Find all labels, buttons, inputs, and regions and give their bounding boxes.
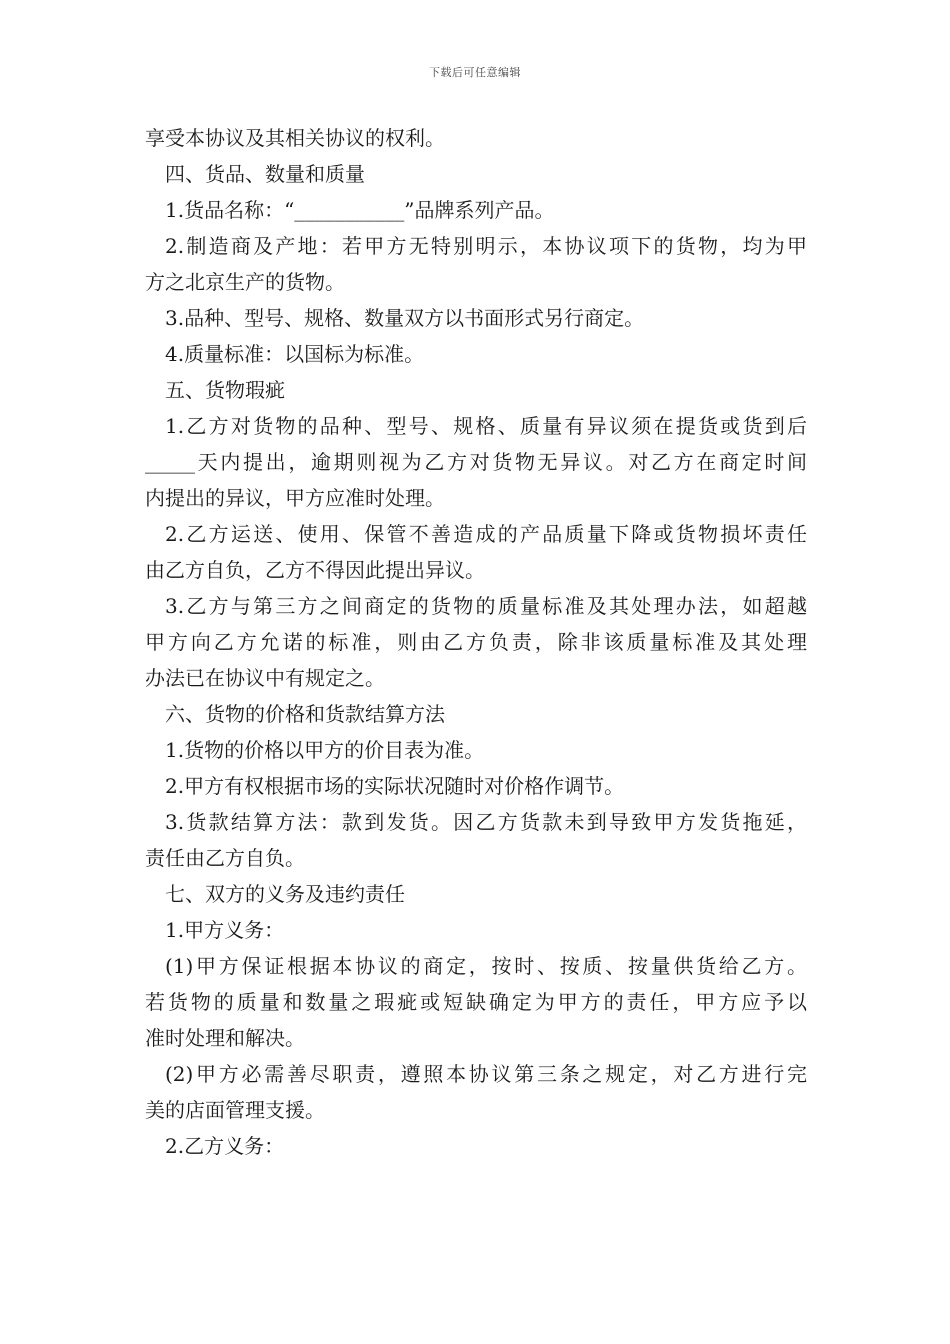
text-line: 若货物的质量和数量之瑕疵或短缺确定为甲方的责任，甲方应予以 <box>145 990 807 1014</box>
text-line: 3.乙方与第三方之间商定的货物的质量标准及其处理办法，如超越 <box>165 594 807 618</box>
text-line: 六、货物的价格和货款结算方法 <box>165 702 445 726</box>
page-header: 下载后可任意编辑 <box>429 66 521 79</box>
text-line: 享受本协议及其相关协议的权利。 <box>145 126 445 150</box>
text-line: 1.乙方对货物的品种、型号、规格、质量有异议须在提货或货到后 <box>165 414 807 438</box>
text-line: 办法已在协议中有规定之。 <box>145 666 385 690</box>
text-line: 4.质量标准：以国标为标准。 <box>165 342 425 366</box>
text-line: 七、双方的义务及违约责任 <box>165 882 405 906</box>
text-line: 3.品种、型号、规格、数量双方以书面形式另行商定。 <box>165 306 645 330</box>
text-line: _____天内提出，逾期则视为乙方对货物无异议。对乙方在商定时间 <box>145 450 807 474</box>
text-line: 由乙方自负，乙方不得因此提出异议。 <box>145 558 485 582</box>
text-line: 内提出的异议，甲方应准时处理。 <box>145 486 445 510</box>
text-line: 2.制造商及产地：若甲方无特别明示，本协议项下的货物，均为甲 <box>165 234 807 258</box>
text-line: 1.货物的价格以甲方的价目表为准。 <box>165 738 485 762</box>
text-line: 美的店面管理支援。 <box>145 1098 325 1122</box>
text-line: 方之北京生产的货物。 <box>145 270 345 294</box>
text-line: 责任由乙方自负。 <box>145 846 305 870</box>
text-line: 五、货物瑕疵 <box>165 378 285 402</box>
text-line: 1.货品名称：“___________”品牌系列产品。 <box>165 198 555 222</box>
text-line: 2.乙方运送、使用、保管不善造成的产品质量下降或货物损坏责任 <box>165 522 807 546</box>
text-line: 2.甲方有权根据市场的实际状况随时对价格作调节。 <box>165 774 625 798</box>
text-line: 准时处理和解决。 <box>145 1026 305 1050</box>
text-line: 1.甲方义务： <box>165 918 285 942</box>
text-line: 四、货品、数量和质量 <box>165 162 365 186</box>
text-line: 甲方向乙方允诺的标准，则由乙方负责，除非该质量标准及其处理 <box>145 630 807 654</box>
text-line: (1)甲方保证根据本协议的商定，按时、按质、按量供货给乙方。 <box>165 954 807 978</box>
text-line: 3.货款结算方法：款到发货。因乙方货款未到导致甲方发货拖延， <box>165 810 807 834</box>
text-line: (2)甲方必需善尽职责，遵照本协议第三条之规定，对乙方进行完 <box>165 1062 807 1086</box>
document-body <box>145 120 807 1164</box>
text-line: 2.乙方义务： <box>165 1134 285 1158</box>
